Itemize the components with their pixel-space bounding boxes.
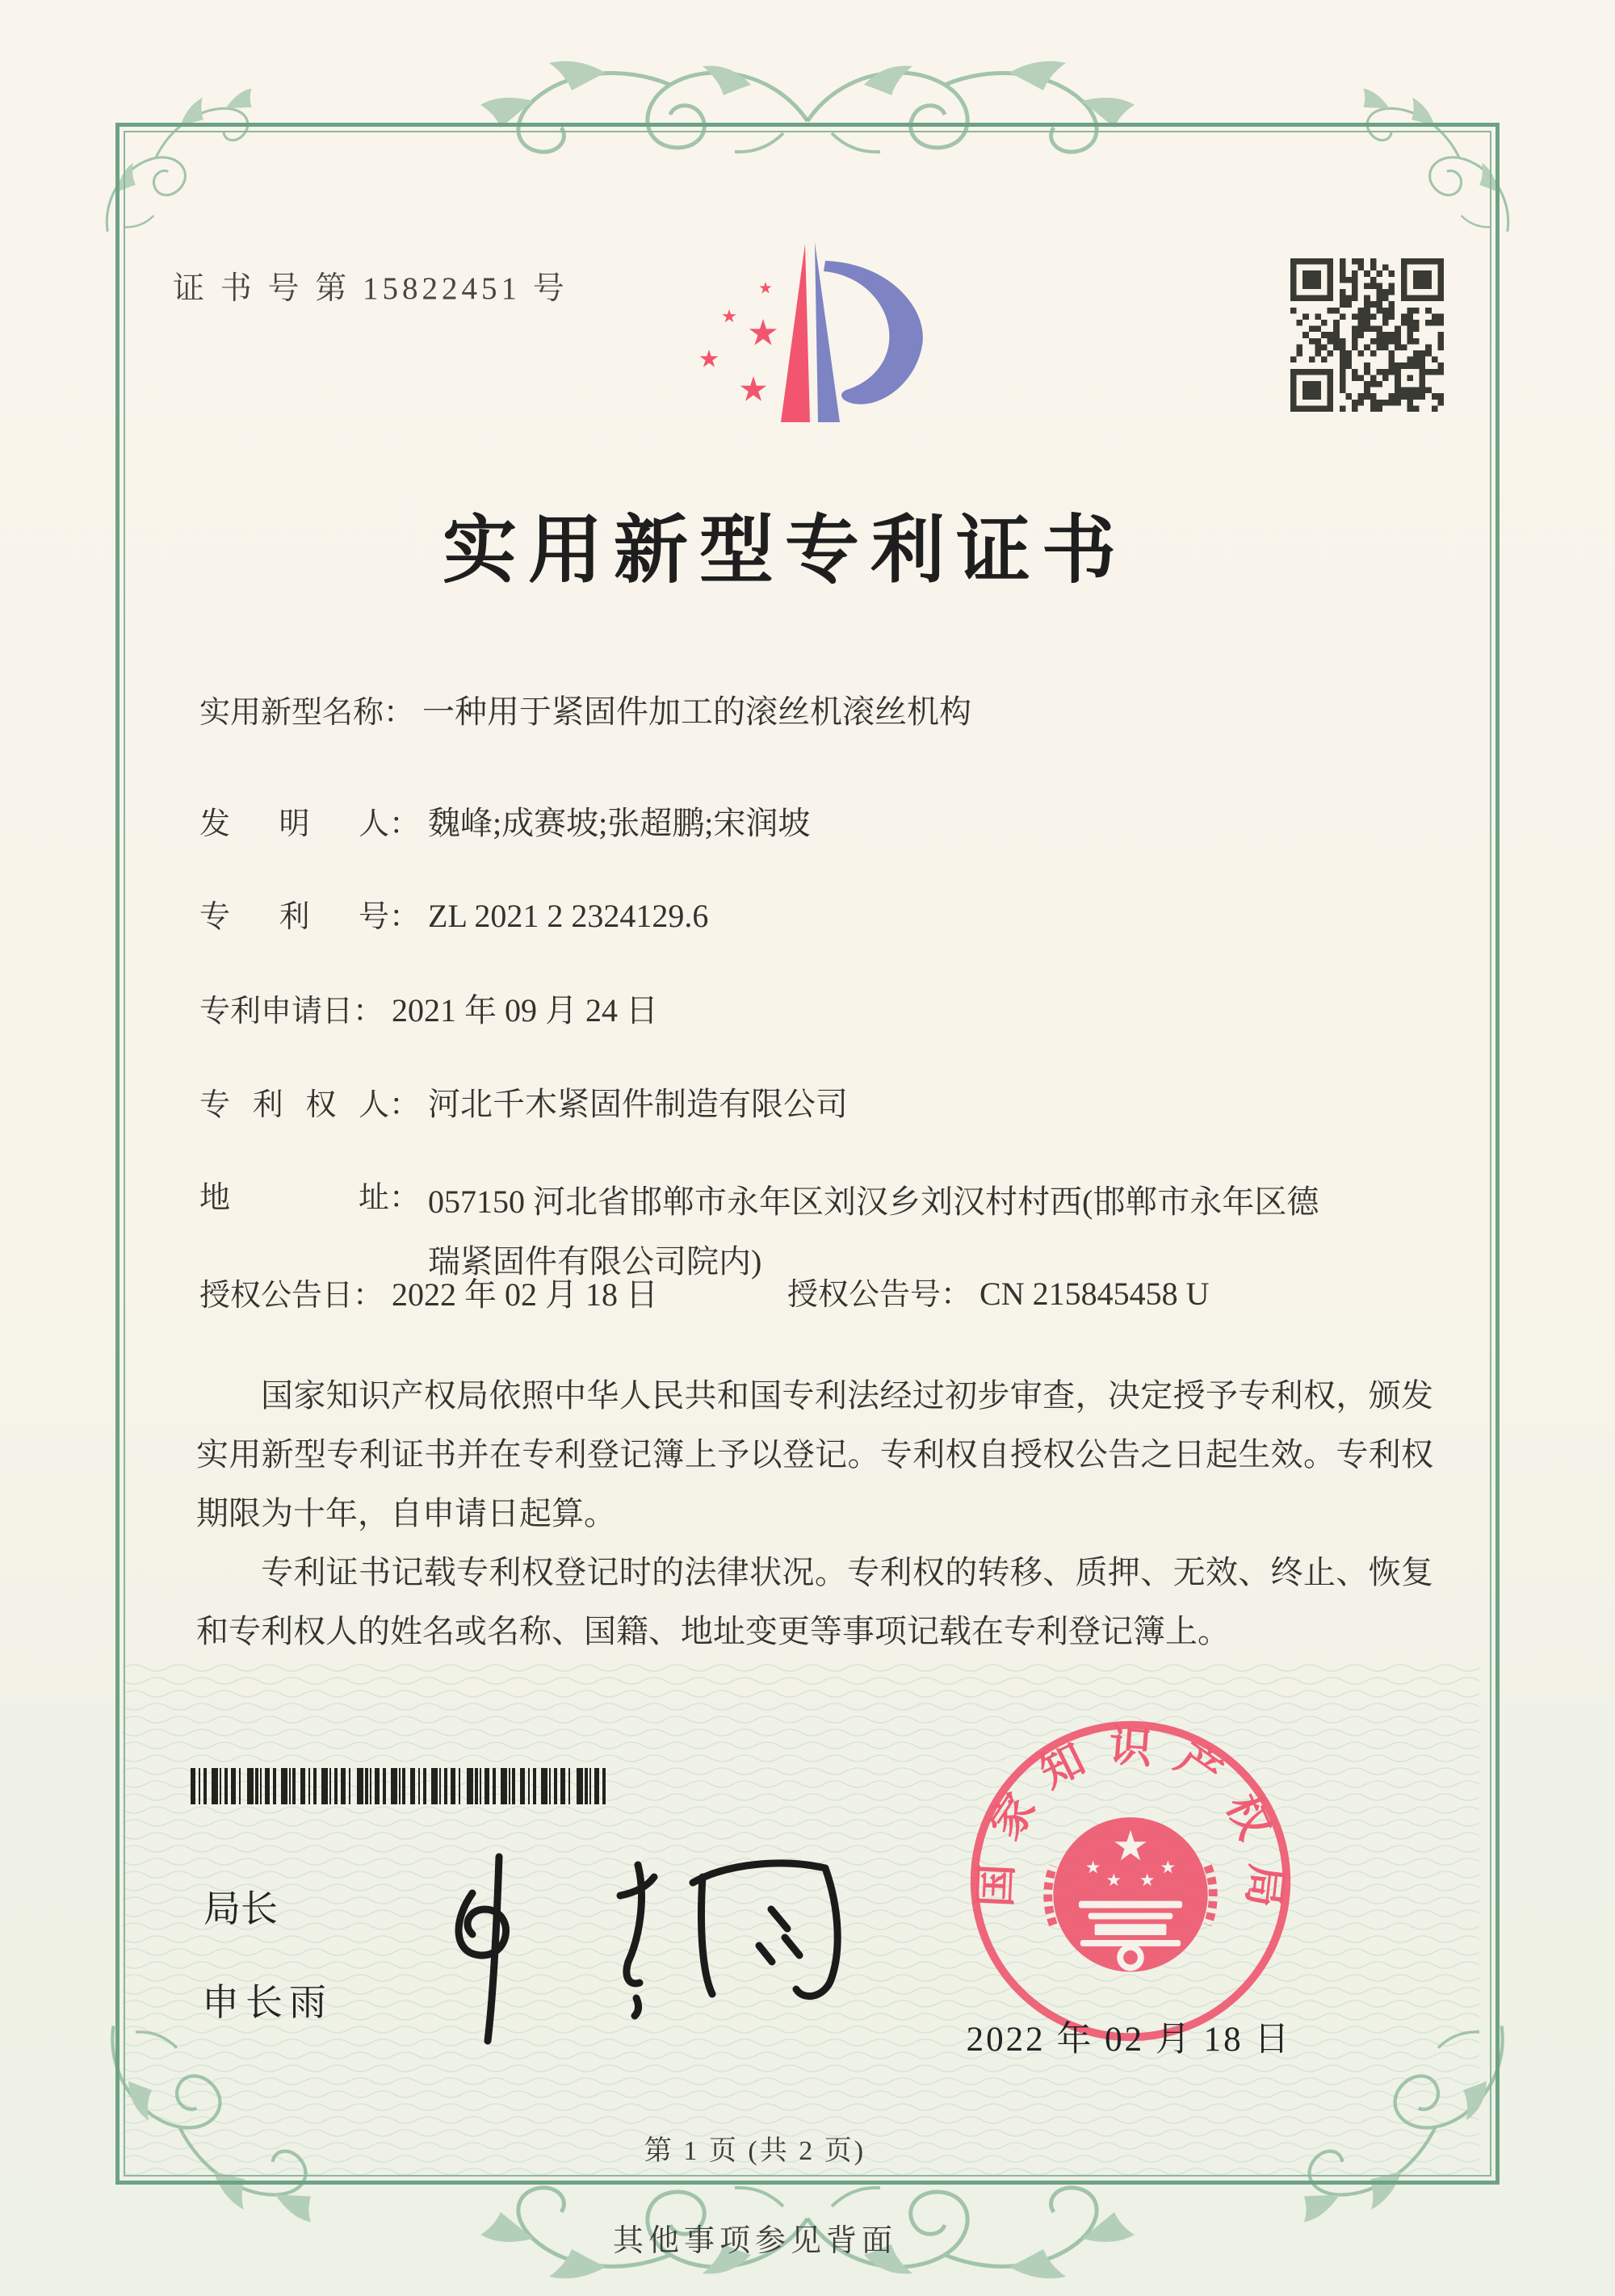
field-colon: ： bbox=[353, 1279, 384, 1313]
barcode-graphic bbox=[191, 1768, 615, 1804]
back-note: 其他事项参见背面 bbox=[612, 2224, 897, 2258]
field-value: 河北千木紧固件制造有限公司 bbox=[428, 1086, 849, 1122]
field-label: 授权公告号 bbox=[787, 1278, 942, 1312]
field-filing-date bbox=[199, 985, 658, 1031]
certificate-title: 实用新型专利证书 bbox=[442, 509, 1127, 592]
body-text bbox=[196, 1366, 1433, 1661]
field-label: 授权公告日 bbox=[199, 1279, 354, 1313]
body-paragraph-1: 国家知识产权局依照中华人民共和国专利法经过初步审查，决定授予专利权，颁发实用新型专利证书并在专利登记簿上予以登记。专利权自授权公告之日起生效。专利权期限为十年，自申请日起算。 bbox=[196, 1377, 1433, 1531]
logo-blue-bowl bbox=[824, 261, 923, 404]
signature-strokes bbox=[436, 1833, 872, 2051]
commissioner-title: 局长 bbox=[203, 1887, 278, 1929]
official-seal-graphic bbox=[959, 1710, 1302, 2052]
field-colon: ： bbox=[389, 1181, 421, 1215]
field-colon: ： bbox=[389, 900, 421, 934]
field-value: 魏峰;成赛坡;张超鹏;宋润坡 bbox=[428, 805, 811, 841]
seal-date: 2022 年 02 月 18 日 bbox=[966, 2021, 1292, 2059]
qr-code bbox=[1290, 258, 1444, 412]
field-grant-row bbox=[199, 1269, 1210, 1315]
field-label: 发明人 bbox=[199, 807, 389, 841]
field-value: 2022 年 02 月 18 日 bbox=[392, 1276, 659, 1313]
field-patent-number bbox=[199, 891, 708, 936]
barcode bbox=[191, 1768, 615, 1804]
qr-code-graphic bbox=[1290, 258, 1444, 412]
field-colon: ： bbox=[389, 807, 421, 841]
field-value: 2021 年 09 月 24 日 bbox=[392, 992, 659, 1029]
field-label: 专利号 bbox=[199, 900, 389, 934]
field-value: CN 215845458 U bbox=[979, 1276, 1210, 1312]
official-seal bbox=[959, 1710, 1302, 2052]
field-grant-number bbox=[787, 1269, 1209, 1313]
field-inventors bbox=[199, 798, 810, 844]
field-colon: ： bbox=[353, 995, 384, 1029]
field-colon: ： bbox=[384, 696, 415, 730]
field-grant-date bbox=[199, 1276, 658, 1313]
cnipa-logo bbox=[688, 224, 946, 433]
field-label: 实用新型名称 bbox=[199, 696, 384, 730]
seal-national-emblem bbox=[1048, 1817, 1214, 1971]
certificate-number: 证 书 号 第 15822451 号 bbox=[173, 271, 568, 306]
field-label: 专利权人 bbox=[199, 1088, 389, 1122]
commissioner-signature bbox=[436, 1833, 872, 2051]
field-colon: ： bbox=[389, 1088, 421, 1122]
field-value: ZL 2021 2 2324129.6 bbox=[428, 898, 709, 934]
field-label: 专利申请日 bbox=[199, 995, 354, 1029]
page-indicator: 第 1 页 (共 2 页) bbox=[644, 2136, 866, 2166]
body-paragraph-2: 专利证书记载专利权登记时的法律状况。专利权的转移、质押、无效、终止、恢复和专利权人的姓名或名称、国籍、地址变更等事项记载在专利登记簿上。 bbox=[196, 1554, 1433, 1649]
logo-red-spike bbox=[781, 244, 810, 422]
field-label: 地址 bbox=[199, 1181, 389, 1215]
field-value: 一种用于紧固件加工的滚丝机滚丝机构 bbox=[422, 693, 972, 730]
field-value: 057150 河北省邯郸市永年区刘汉乡刘汉村村西(邯郸市永年区德瑞紧固件有限公司院内) bbox=[428, 1184, 1319, 1280]
field-utility-model-name bbox=[199, 686, 971, 732]
field-colon: ： bbox=[941, 1278, 972, 1312]
commissioner-name: 申长雨 bbox=[202, 1981, 333, 2023]
field-patentee bbox=[199, 1079, 848, 1125]
cnipa-logo-graphic bbox=[688, 224, 946, 433]
seal-ring-text: 国家知识产权局 bbox=[971, 1722, 1291, 1930]
